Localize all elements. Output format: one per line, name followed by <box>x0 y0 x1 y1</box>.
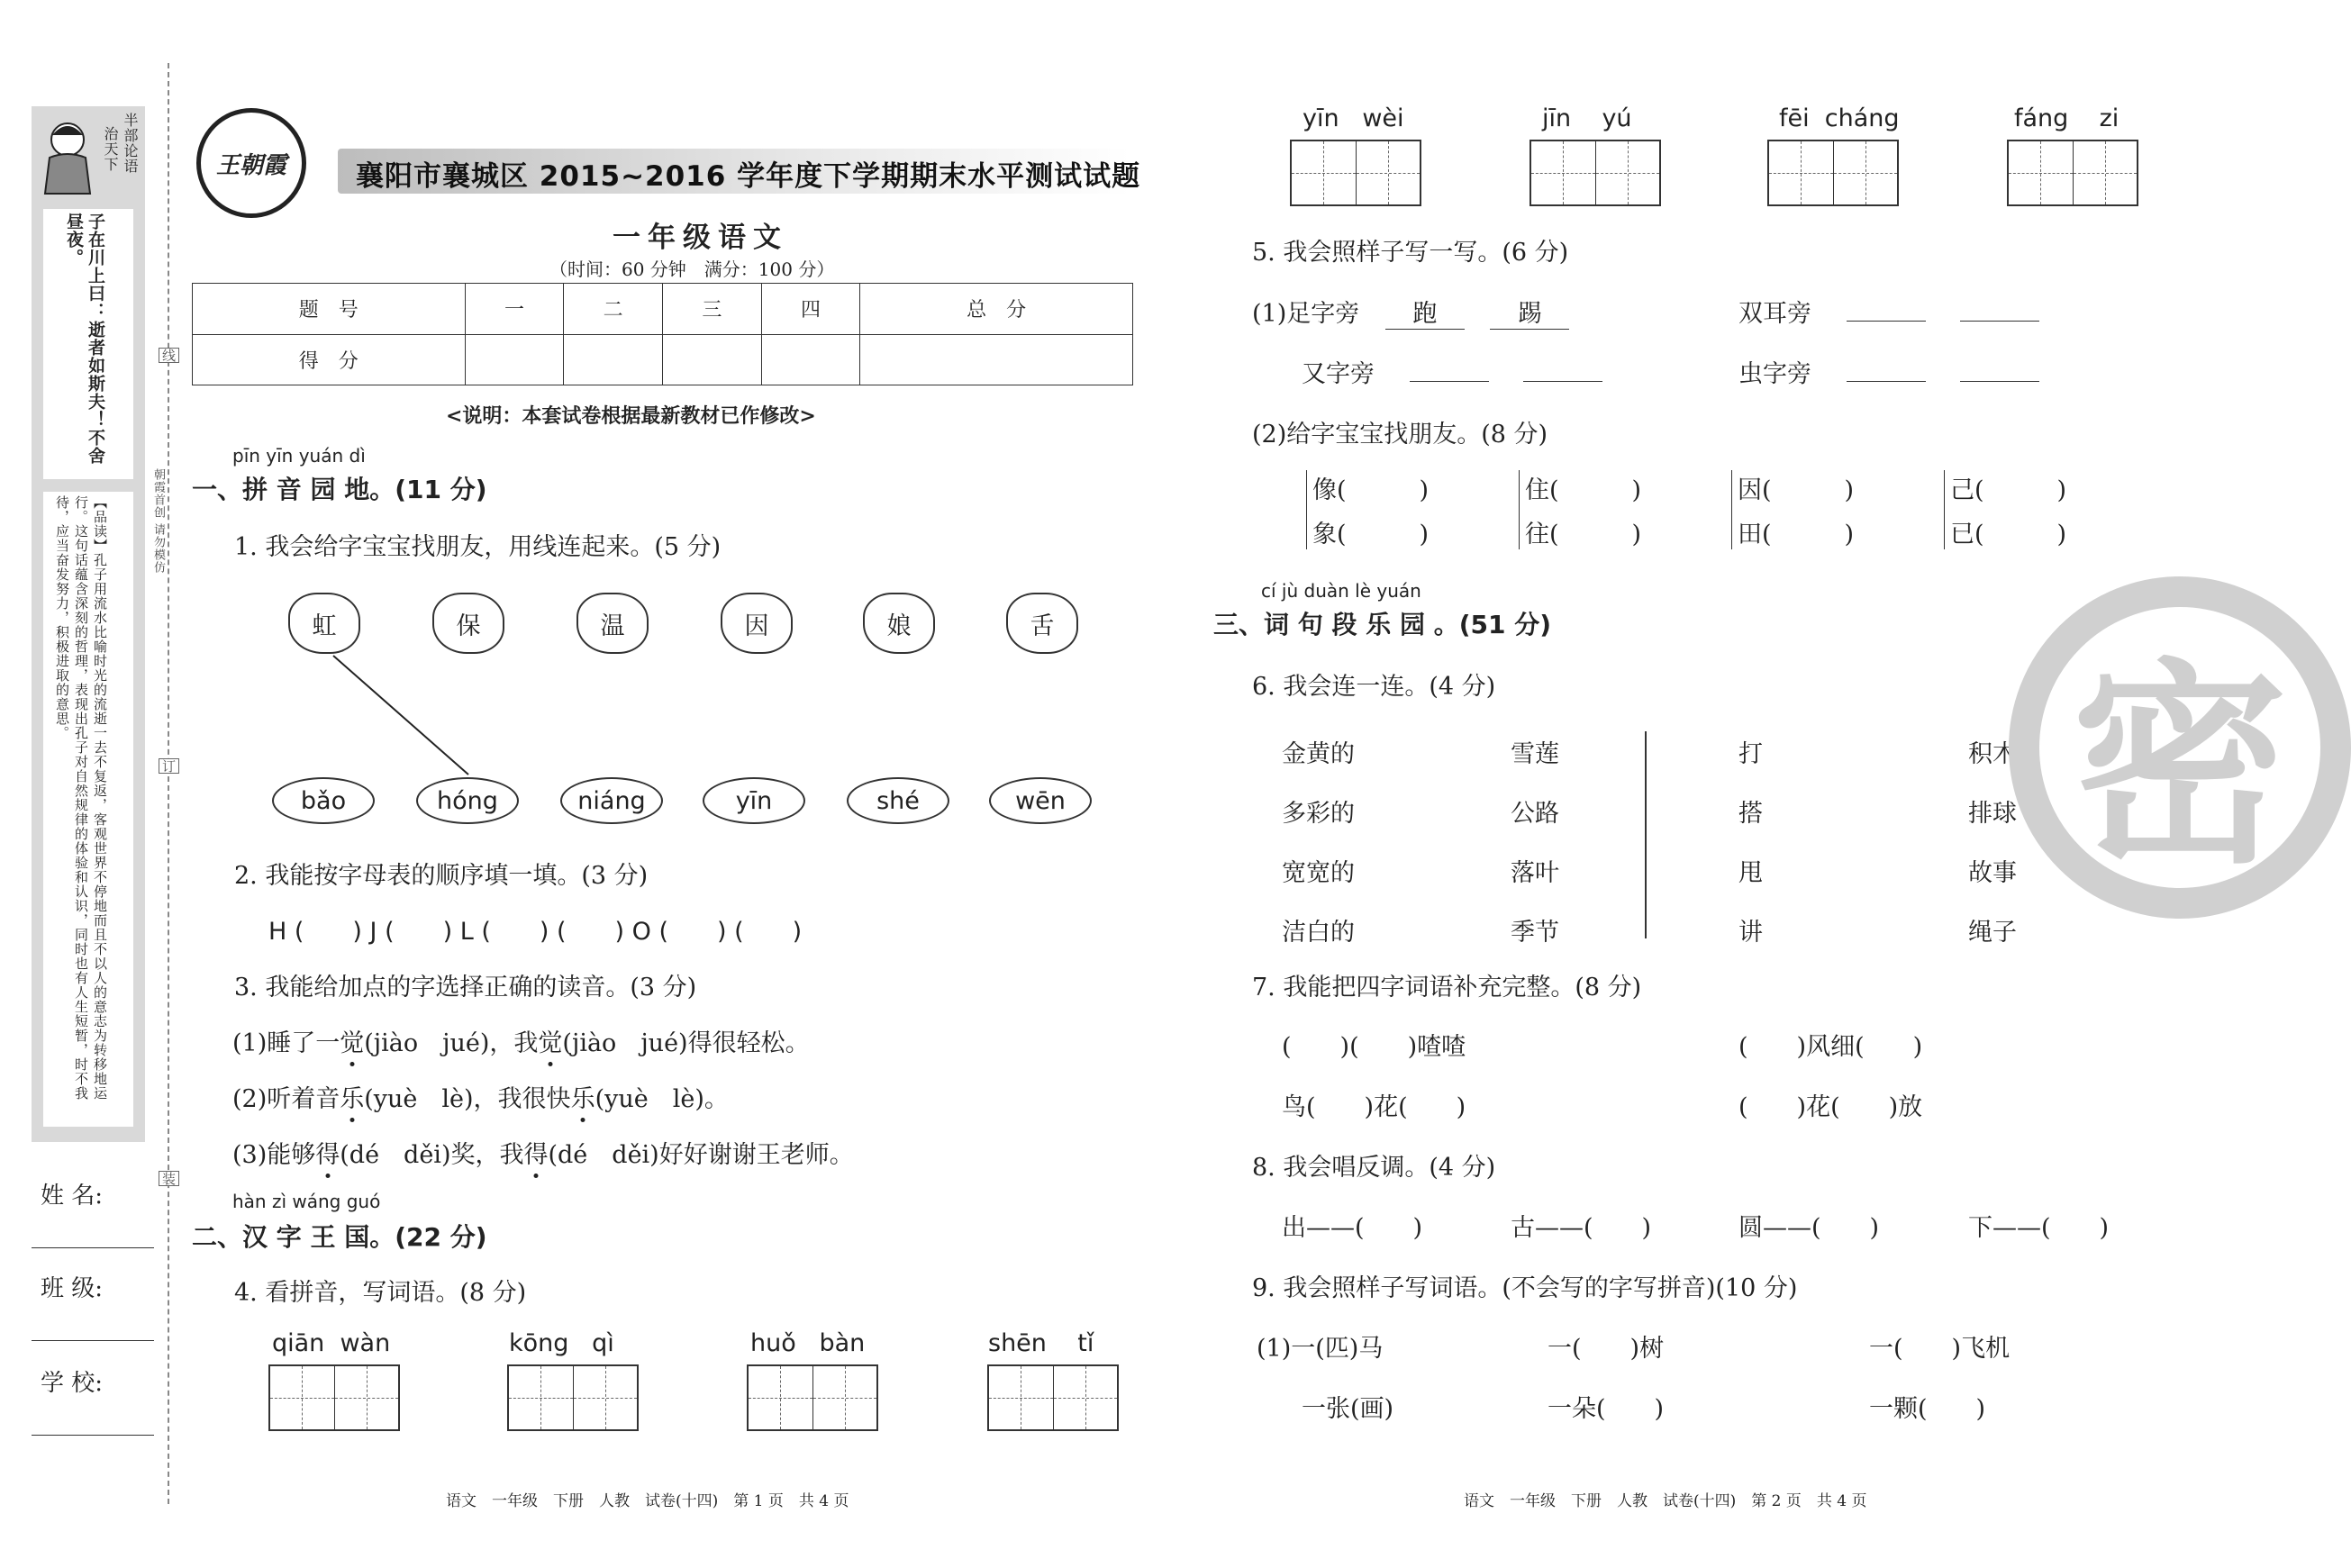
antonym-blank[interactable]: 出——( ) <box>1282 1214 1423 1242</box>
idiom-blank[interactable]: ( )花( )放 <box>1738 1093 1923 1121</box>
match-item[interactable]: 积木 <box>1968 740 2017 768</box>
q2-text: 2. 我能按字母表的顺序填一填。(3 分) <box>234 862 649 890</box>
writing-grid[interactable] <box>1530 140 1661 206</box>
match-item[interactable]: 金黄的 <box>1282 740 1355 768</box>
idiom-blank[interactable]: ( )风细( ) <box>1738 1033 1923 1061</box>
page-footer-left: 语文 一年级 下册 人教 试卷(十四) 第 1 页 共 4 页 <box>446 1492 849 1510</box>
measure-word-blank[interactable]: 一朵( ) <box>1548 1395 1665 1423</box>
char-flower[interactable]: 舌 <box>1006 593 1078 654</box>
pinyin-oval[interactable]: wēn <box>989 777 1092 824</box>
char-pair[interactable] <box>1944 470 2066 549</box>
measure-word-item: 一张(画) <box>1302 1395 1394 1423</box>
sidebar-reading: 【品读】孔子用流水比喻时光的流逝一去不复返，客观世界不停地而且不以人的意志为转移地运行。这句话蕴含深刻的哲理，表现出孔子对自然规律的体验和认识，同时也有人生短暂，时不我待，应当奋发努力，积极进取的意思。 <box>54 495 108 1101</box>
match-col-1 <box>1282 725 1355 963</box>
seal-watermark: 密 <box>2009 576 2351 919</box>
word-pinyin: qiān wàn <box>272 1329 391 1357</box>
char-pair-item: 己( ) <box>1950 476 2067 504</box>
match-item[interactable]: 搭 <box>1738 800 1763 828</box>
char-flower[interactable]: 因 <box>721 593 793 654</box>
score-header-cell: 一 <box>465 284 564 335</box>
q3-3-part: (dé děi)奖，我 <box>340 1141 524 1169</box>
cut-label-line: 线 <box>159 348 179 363</box>
score-table <box>192 283 1133 385</box>
score-cell[interactable] <box>860 334 1133 385</box>
char-pair-item: 田( ) <box>1738 521 1855 548</box>
q3-2-dotted-char: 乐 <box>570 1085 595 1113</box>
char-pair-item: 因( ) <box>1738 476 1855 504</box>
writing-grid[interactable] <box>987 1364 1119 1431</box>
q3-3-part: (dé děi)好好谢谢王老师。 <box>548 1141 854 1169</box>
name-label: 姓 名: <box>41 1183 104 1210</box>
answer-blank[interactable] <box>1523 381 1602 382</box>
brand-logo: 王朝霞 <box>196 108 306 218</box>
measure-word-blank[interactable]: 一( )树 <box>1548 1335 1665 1363</box>
score-header-cell: 题 号 <box>193 284 466 335</box>
match-item[interactable]: 讲 <box>1738 919 1763 947</box>
exam-note: <说明：本套试卷根据最新教材已作修改> <box>446 404 816 428</box>
pinyin-oval[interactable]: niáng <box>560 777 663 824</box>
match-col-2 <box>1511 725 1559 963</box>
char-pair-item: 往( ) <box>1525 521 1642 548</box>
measure-word-blank[interactable]: 一( )飞机 <box>1869 1335 2011 1363</box>
cut-line <box>168 63 169 1504</box>
measure-word-item: (1)一(匹)马 <box>1257 1335 1384 1363</box>
match-col-3 <box>1738 725 1763 963</box>
word-pinyin: huǒ bàn <box>750 1329 866 1357</box>
match-item[interactable]: 甩 <box>1738 859 1763 887</box>
time-info: （时间：60 分钟 满分：100 分） <box>549 258 835 280</box>
char-pair[interactable] <box>1731 470 1854 549</box>
section1-pinyin: pīn yīn yuán dì <box>232 445 366 467</box>
match-item[interactable]: 绳子 <box>1968 919 2017 947</box>
writing-grid[interactable] <box>2007 140 2138 206</box>
antonym-blank[interactable]: 圆——( ) <box>1738 1214 1880 1242</box>
word-pinyin: jīn yú <box>1542 104 1632 132</box>
alphabet-fill[interactable]: H ( ) J ( ) L ( ) ( ) O ( ) ( ) <box>268 918 803 946</box>
pinyin-oval[interactable]: shé <box>847 777 949 824</box>
q5-2-text: (2)给字宝宝找朋友。(8 分) <box>1252 421 1548 449</box>
word-pinyin: kōng qì <box>509 1329 614 1357</box>
q3-item-1[interactable] <box>232 1023 810 1058</box>
answer-blank[interactable] <box>1960 321 2039 322</box>
radical-label: 双耳旁 <box>1738 300 1811 328</box>
q3-2-part: (2)听着音 <box>232 1085 340 1113</box>
q5-row-2b <box>1738 354 2039 389</box>
score-header-cell: 四 <box>761 284 860 335</box>
q3-text: 3. 我能给加点的字选择正确的读音。(3 分) <box>234 974 697 1002</box>
match-item[interactable]: 洁白的 <box>1282 919 1355 947</box>
match-item[interactable]: 公路 <box>1511 800 1559 828</box>
char-pair-item: 住( ) <box>1525 476 1642 504</box>
match-divider <box>1645 731 1647 938</box>
page-footer-right: 语文 一年级 下册 人教 试卷(十四) 第 2 页 共 4 页 <box>1464 1492 1867 1510</box>
answer-blank[interactable] <box>1847 321 1926 322</box>
writing-grid[interactable] <box>747 1364 878 1431</box>
radical-label: 虫字旁 <box>1738 360 1811 388</box>
school-label: 学 校: <box>41 1370 104 1397</box>
word-pinyin: yīn wèi <box>1303 104 1404 132</box>
word-pinyin: shēn tǐ <box>988 1329 1094 1357</box>
q1-text: 1. 我会给字宝宝找朋友，用线连起来。(5 分) <box>234 533 722 561</box>
q3-1-dotted-char: 觉 <box>538 1029 563 1057</box>
q5-row-2 <box>1302 354 1602 389</box>
score-cell[interactable] <box>465 334 564 385</box>
score-cell[interactable] <box>564 334 663 385</box>
q9-text: 9. 我会照样子写词语。(不会写的字写拼音)(10 分) <box>1252 1274 1798 1302</box>
class-label: 班 级: <box>41 1275 104 1302</box>
match-item[interactable]: 季节 <box>1511 919 1559 947</box>
q5-text: 5. 我会照样子写一写。(6 分) <box>1252 239 1569 267</box>
radical-label: (1)足字旁 <box>1252 300 1360 328</box>
q3-2-part: (yuè lè)，我很快 <box>364 1085 571 1113</box>
measure-word-blank[interactable]: 一颗( ) <box>1869 1395 1986 1423</box>
q3-3-dotted-char: 得 <box>315 1141 340 1169</box>
sidebar-header-text: 半部论语 <box>122 113 139 174</box>
example-connect-line <box>324 648 477 779</box>
name-field[interactable] <box>32 1247 154 1248</box>
exam-title: 襄阳市襄城区 2015~2016 学年度下学期期末水平测试试题 <box>356 160 1141 193</box>
char-flower[interactable]: 温 <box>576 593 649 654</box>
char-pair-item: 像( ) <box>1312 476 1430 504</box>
exam-subtitle: 一年级语文 <box>613 222 788 254</box>
char-pair-item: 已( ) <box>1950 521 2067 548</box>
score-cell[interactable] <box>761 334 860 385</box>
antonym-blank[interactable]: 古——( ) <box>1511 1214 1652 1242</box>
example-answer: 跑 <box>1385 294 1465 330</box>
match-item[interactable]: 故事 <box>1968 859 2017 887</box>
q3-1-part: (jiào jué)得很轻松。 <box>562 1029 810 1057</box>
idiom-blank[interactable]: 鸟( )花( ) <box>1282 1093 1466 1121</box>
score-header-cell: 总 分 <box>860 284 1133 335</box>
cut-label-seal: 装 <box>159 1171 179 1186</box>
section3-pinyin: cí jù duàn lè yuán <box>1261 580 1421 602</box>
sidebar-mascot <box>36 113 104 198</box>
char-flower[interactable]: 保 <box>432 593 504 654</box>
q5-row-1 <box>1252 294 1569 330</box>
word-pinyin: fáng zi <box>2014 104 2120 132</box>
score-row-label: 得 分 <box>193 334 466 385</box>
match-item[interactable]: 落叶 <box>1511 859 1559 887</box>
section2-title: 二、汉 字 王 国。(22 分) <box>192 1222 487 1252</box>
school-field[interactable] <box>32 1435 154 1436</box>
char-pair[interactable] <box>1306 470 1429 549</box>
sidebar-header-text-2: 治天下 <box>102 126 119 172</box>
match-item[interactable]: 宽宽的 <box>1282 859 1355 887</box>
match-item[interactable]: 排球 <box>1968 800 2017 828</box>
idiom-blank[interactable]: ( )( )喳喳 <box>1282 1033 1466 1061</box>
score-cell[interactable] <box>662 334 761 385</box>
score-header-cell: 三 <box>662 284 761 335</box>
match-item[interactable]: 多彩的 <box>1282 800 1355 828</box>
match-item[interactable]: 雪莲 <box>1511 740 1559 768</box>
section2-pinyin: hàn zì wáng guó <box>232 1191 381 1212</box>
q3-item-3[interactable] <box>232 1135 854 1170</box>
example-answer: 踢 <box>1490 294 1569 330</box>
pinyin-oval[interactable]: yīn <box>703 777 805 824</box>
q3-3-part: (3)能够 <box>232 1141 316 1169</box>
cut-label-bind: 订 <box>159 758 179 774</box>
antonym-blank[interactable]: 下——( ) <box>1968 1214 2110 1242</box>
writing-grid[interactable] <box>1290 140 1421 206</box>
q4-text: 4. 看拼音，写词语。(8 分) <box>234 1279 527 1307</box>
char-pair-item: 象( ) <box>1312 521 1430 548</box>
q3-1-dotted-char: 觉 <box>340 1029 365 1057</box>
writing-grid[interactable] <box>268 1364 400 1431</box>
char-flower[interactable]: 娘 <box>863 593 935 654</box>
sidebar-quote: 子在川上曰：逝者如斯夫！不舍昼夜。 <box>64 213 105 465</box>
char-pair[interactable] <box>1519 470 1641 549</box>
q3-1-part: (jiào jué)，我 <box>364 1029 539 1057</box>
q3-2-dotted-char: 乐 <box>340 1085 365 1113</box>
q7-text: 7. 我能把四字词语补充完整。(8 分) <box>1252 974 1642 1002</box>
radical-label: 又字旁 <box>1302 360 1375 388</box>
section1-title: 一、拼 音 园 地。(11 分) <box>192 475 487 504</box>
answer-blank[interactable] <box>1960 381 2039 382</box>
writing-grid[interactable] <box>507 1364 639 1431</box>
char-flower[interactable]: 虹 <box>288 593 360 654</box>
q3-3-dotted-char: 得 <box>523 1141 549 1169</box>
word-pinyin: fēi cháng <box>1779 104 1900 132</box>
q3-item-2[interactable] <box>232 1079 729 1114</box>
match-item[interactable]: 打 <box>1738 740 1763 768</box>
section3-title: 三、词 句 段 乐 园 。(51 分) <box>1213 610 1552 639</box>
writing-grid[interactable] <box>1767 140 1899 206</box>
q6-text: 6. 我会连一连。(4 分) <box>1252 673 1496 701</box>
pinyin-oval[interactable]: bǎo <box>272 777 375 824</box>
q5-row-1b <box>1738 294 2039 329</box>
q8-text: 8. 我会唱反调。(4 分) <box>1252 1154 1496 1182</box>
answer-blank[interactable] <box>1410 381 1489 382</box>
class-field[interactable] <box>32 1340 154 1341</box>
q3-2-part: (yuè lè)。 <box>595 1085 729 1113</box>
pinyin-oval[interactable]: hóng <box>416 777 519 824</box>
sidebar-brand-note: 朝霞首创 请勿模仿 <box>151 468 165 575</box>
answer-blank[interactable] <box>1847 381 1926 382</box>
q3-1-part: (1)睡了一 <box>232 1029 340 1057</box>
score-header-cell: 二 <box>564 284 663 335</box>
